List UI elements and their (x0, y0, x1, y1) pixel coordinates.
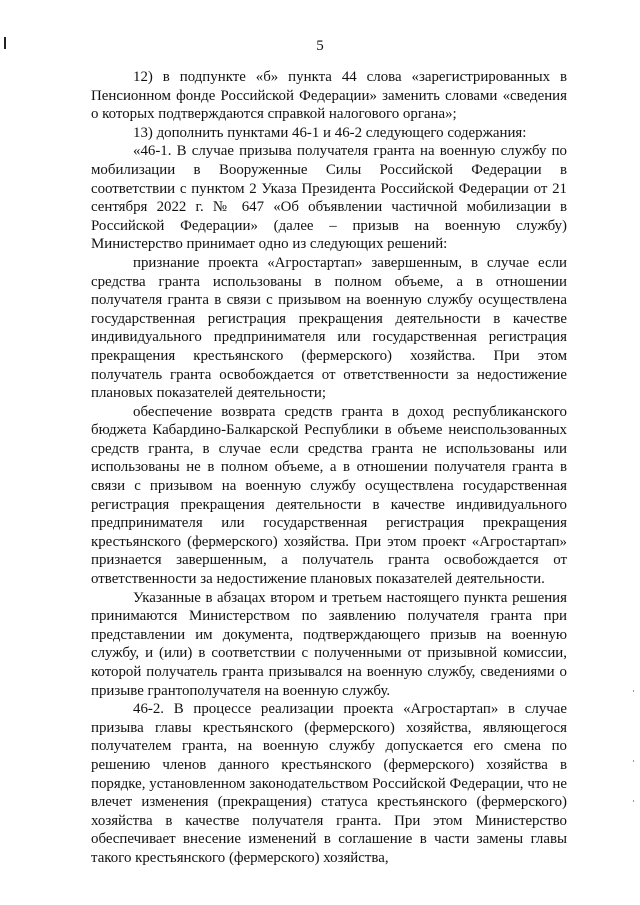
paragraph-decision-refund: обеспечение возврата средств гранта в доход республиканского бюджета Кабардино-Балкарской Республики в объеме неиспользованных средств гранта, в случае если средства гранта не использованы или использованы не в полном объеме, а в отношении получателя гранта в связи с призывом на военную службу осуществлена государственная регистрация прекращения деятельности в качестве индивидуального предпринимателя или государственная регистрация прекращения крестьянского (фермерского) хозяйства. При этом проект «Агростартап» признается завершенным, а получатель гранта освобождается от ответственности за недостижение плановых показателей деятельности. (91, 403, 567, 588)
scan-artifact (633, 760, 634, 762)
page-number: 5 (316, 38, 324, 54)
document-body (91, 68, 567, 868)
paragraph-amendment-13: 13) дополнить пунктами 46-1 и 46-2 следующего содержания: (133, 124, 527, 141)
paragraph-46-1: «46-1. В случае призыва получателя гранта на военную службу по мобилизации в Вооруженные Силы Российской Федерации в соответствии с пунктом 2 Указа Президента Российской Федерации от 21 сентября 2022 г. № 647 «Об объявлении частичной мобилизации в Российской Федерации» (далее – призыв на военную службу) Министерство принимает одно из следующих решений: (91, 143, 567, 253)
scan-artifact (633, 800, 634, 802)
paragraph-decision-completion: признание проекта «Агростартап» завершенным, в случае если средства гранта использованы в полном объеме, а в отношении получателя гранта в связи с призывом на военную службу осуществлена государственная регистрация прекращения деятельности в качестве индивидуального предпринимателя или государственная регистрация прекращения крестьянского (фермерского) хозяйства. При этом получатель гранта освобождается от ответственности за недостижение плановых показателей деятельности; (91, 254, 567, 402)
paragraph-amendment-12: 12) в подпункте «б» пункта 44 слова «зарегистрированных в Пенсионном фонде Российской Федерации» заменить словами «сведения о которых подтверждаются справкой налогового органа»; (91, 69, 567, 123)
paragraph-decision-basis: Указанные в абзацах втором и третьем настоящего пункта решения принимаются Министерством по заявлению получателя гранта при представлении им документа, подтверждающего призыв на военную службу, и (или) в соответствии с полученными от призывной комиссии, которой получатель гранта призывался на военную службу, сведениями о призыве грантополучателя на военную службу. (91, 589, 567, 699)
paragraph-46-2: 46-2. В процессе реализации проекта «Агростартап» в случае призыва главы крестьянского (фермерского) хозяйства, являющегося получателем гранта, на военную службу допускается его смена по решению членов данного крестьянского (фермерского) хозяйства в порядке, установленном законодательством Российской Федерации, что не влечет изменения (прекращения) статуса крестьянского (фермерского) хозяйства в качестве получателя гранта. При этом Министерство обеспечивает внесение изменений в соглашение в части замены главы такого крестьянского (фермерского) хозяйства, (91, 701, 567, 866)
scan-artifact (633, 690, 634, 692)
